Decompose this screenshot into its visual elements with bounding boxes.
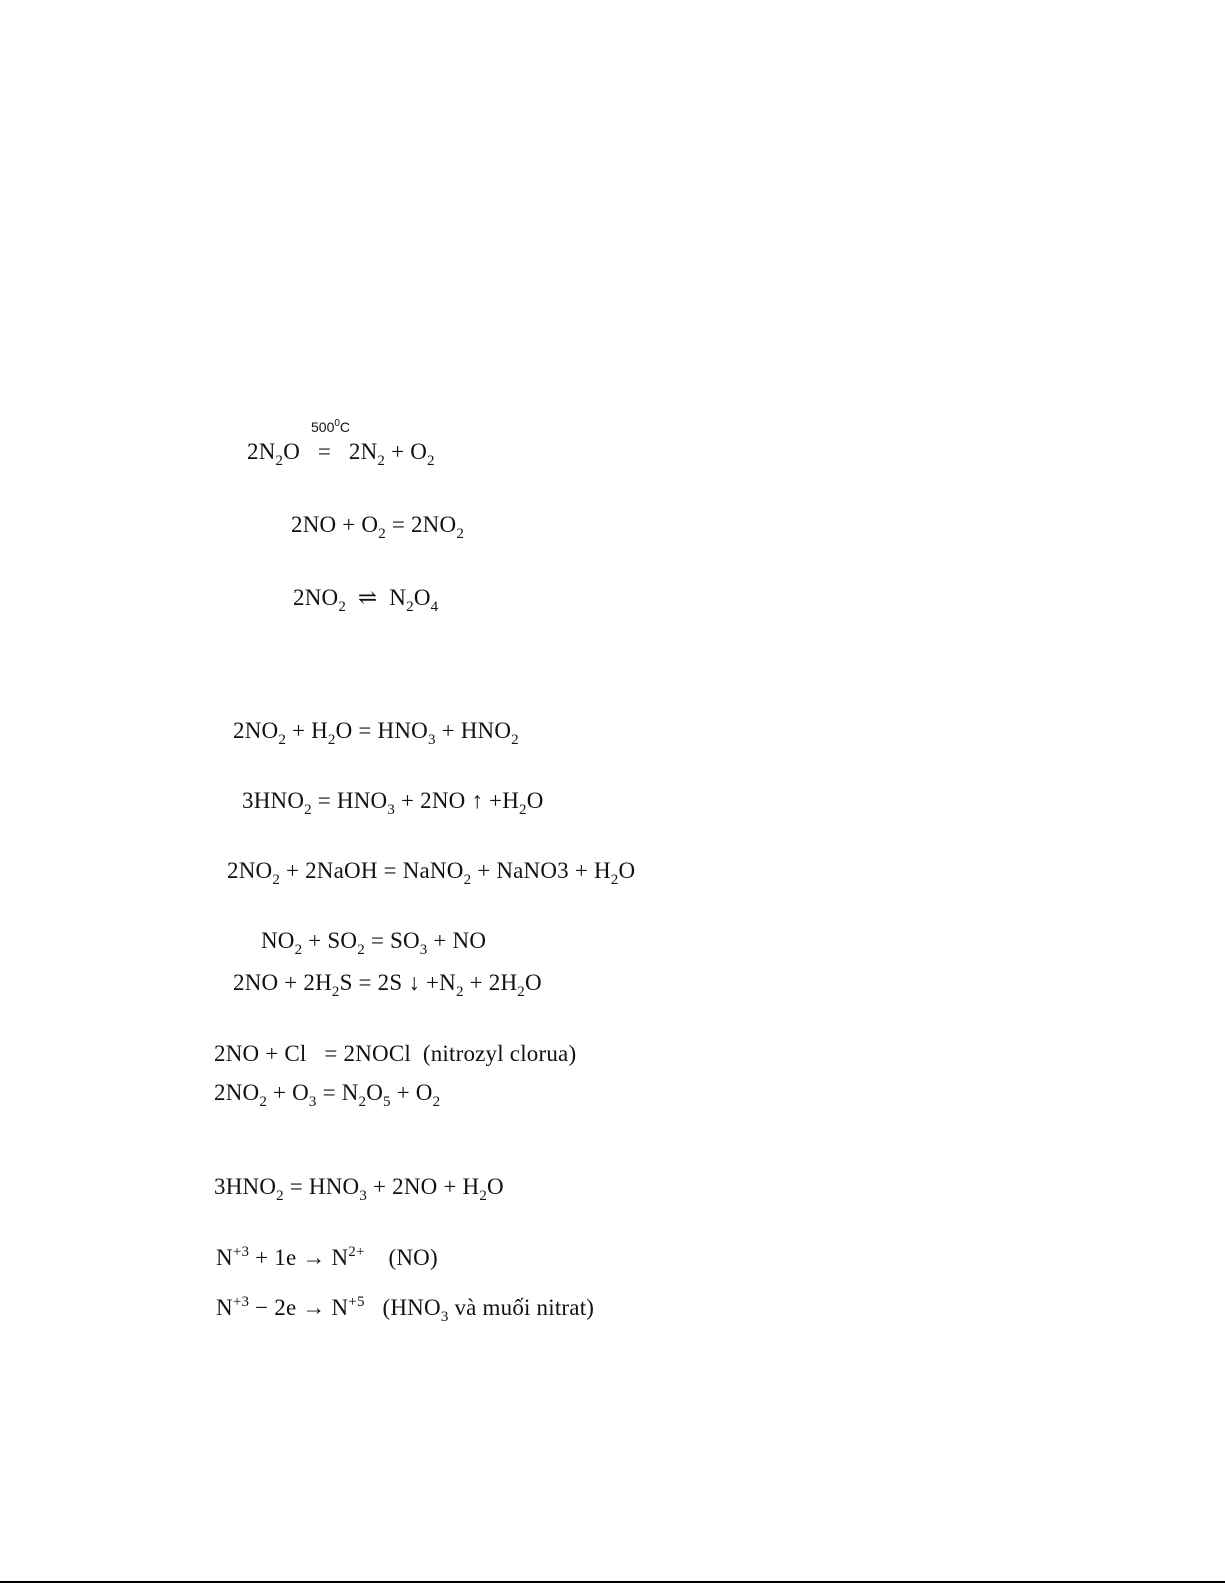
nitrosyl-chloride-label: (nitrozyl clorua) xyxy=(422,1041,577,1066)
page-bottom-rule xyxy=(0,1581,1225,1583)
no-label: (NO) xyxy=(388,1245,438,1270)
equation-no2-so2: $NO_2 + SO_2 = SO_3$ + NO xyxy=(261,928,487,958)
equation-n2o-decomposition: $2N_2O = 2N_2 + O_2$ xyxy=(247,439,435,469)
down-arrow-icon: ↓ xyxy=(408,970,421,995)
up-arrow-icon: ↑ xyxy=(471,788,484,813)
condition-temperature: 500 xyxy=(311,419,335,435)
condition-degree: 0 xyxy=(334,418,340,429)
hno3-label-rest: và muối nitrat) xyxy=(448,1295,595,1320)
equation-no2-naoh: $2NO_2$ + 2NaOH = NaNO$_2$ + NaNO3 + $H_2O$ xyxy=(227,858,636,888)
equation-no2-o3: $2NO_2 + O_3 = N_2O_5 + O_2$ xyxy=(214,1080,441,1110)
equation-no2-dimerization: $2NO_2$ ⇌ $N_2O_4$ xyxy=(293,585,439,615)
equation-hno2-disproportion-2: $3HNO_2 = HNO_3 + 2NO + H_2O$ xyxy=(214,1174,504,1204)
equation-no-oxidation: $2NO + O_2 = 2NO_2$ xyxy=(291,512,465,542)
half-reaction-reduction: $N^{+3} + 1e \to N^{2+}$ (NO) xyxy=(216,1244,438,1270)
half-reaction-oxidation: $N^{+3} - 2e \to N^{+5}$ ($HNO_3$ và muối nitrat) xyxy=(216,1294,595,1325)
equation-no-cl: 2NO + Cl = 2NOCl (nitrozyl clorua) xyxy=(214,1041,577,1066)
equation-hno2-disproportion-1: $3HNO_2 = HNO_3 + 2NO$ ↑ $+H_2O$ xyxy=(242,788,544,818)
equation-no2-water: $2NO_2 + H_2O = HNO_3 + HNO_2$ xyxy=(233,718,519,748)
equation-no-h2s: $2NO + 2H_2S = 2S$ ↓ $+N_2 + 2H_2O$ xyxy=(233,970,542,1000)
condition-unit: C xyxy=(339,419,351,435)
hno3-label-open: (HNO xyxy=(382,1295,441,1320)
reaction-condition xyxy=(311,420,350,434)
